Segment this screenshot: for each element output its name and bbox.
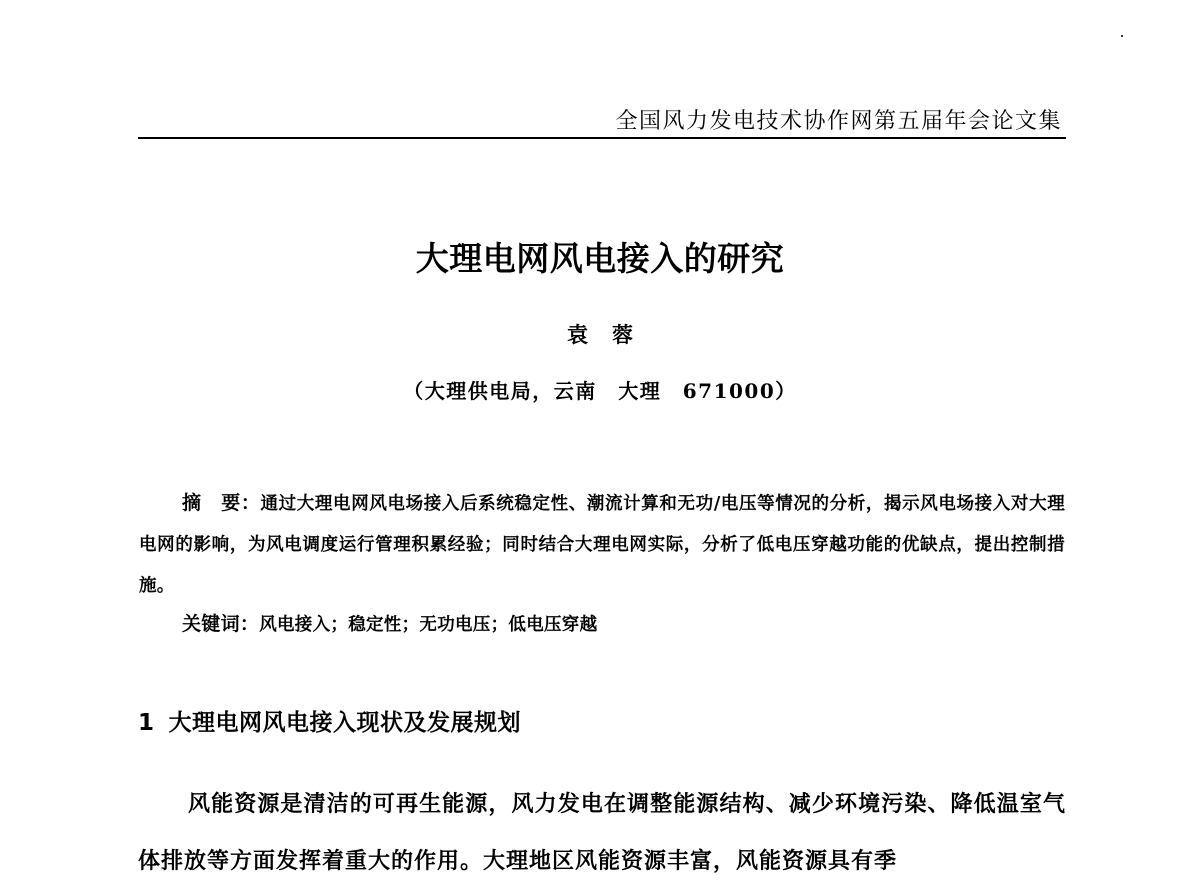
author-name: 袁蓉: [567, 322, 657, 347]
header-rule: [138, 137, 1066, 139]
section-number: 1: [138, 710, 155, 736]
abstract-text: 通过大理电网风电场接入后系统稳定性、潮流计算和无功/电压等情况的分析，揭示风电场接入对大理电网的影响，为风电调度运行管理积累经验；同时结合大理电网实际，分析了低电压穿越功能的优缺点，提出控制措施。: [139, 494, 1065, 596]
section-title: 大理电网风电接入现状及发展规划: [168, 710, 522, 736]
scan-speck: [1121, 35, 1123, 37]
section-paragraph: 风能资源是清洁的可再生能源，风力发电在调整能源结构、减少环境污染、降低温室气体排放等方面发挥着重大的作用。大理地区风能资源丰富，风能资源具有季: [138, 792, 1066, 874]
running-header: 全国风力发电技术协作网第五届年会论文集: [615, 109, 1062, 134]
keywords: [182, 609, 597, 636]
author-affiliation: （大理供电局，云南 大理 671000）: [403, 379, 797, 403]
abstract: [139, 483, 1065, 607]
section-heading: [138, 704, 521, 737]
paper-title: 大理电网风电接入的研究: [415, 239, 785, 278]
keywords-label: 关键词：: [182, 613, 260, 635]
keywords-text: 风电接入；稳定性；无功电压；低电压穿越: [259, 615, 598, 635]
abstract-label: 摘 要：: [182, 492, 261, 514]
